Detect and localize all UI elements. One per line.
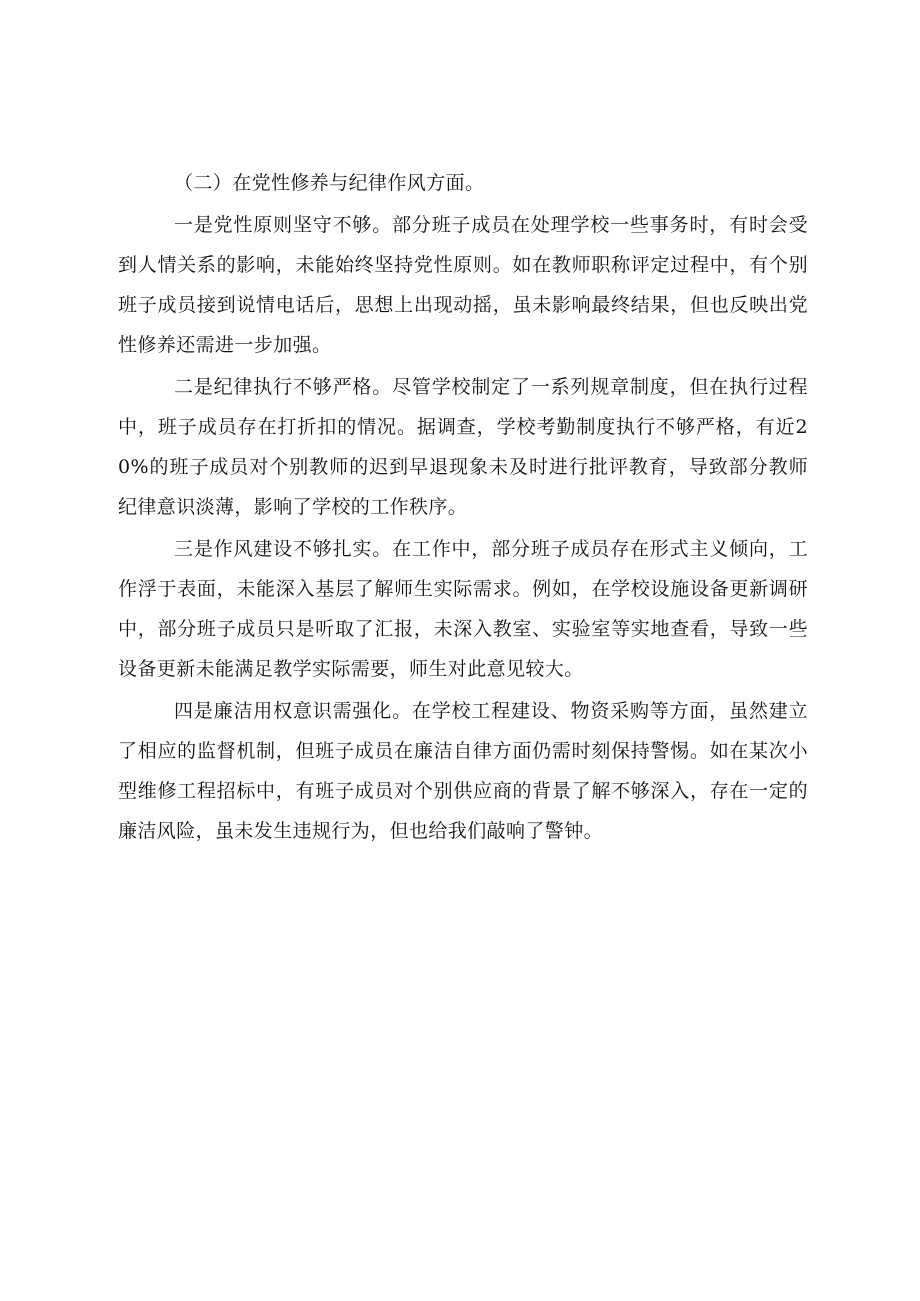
- paragraph-work-style: 三是作风建设不够扎实。在工作中，部分班子成员存在形式主义倾向，工作浮于表面，未能深入基层了解师生实际需求。例如，在学校设施设备更新调研中，部分班子成员只是听取了汇报，未深入教室、实验室等实地查看，导致一些设备更新未能满足教学实际需要，师生对此意见较大。: [118, 538, 808, 680]
- section-heading: （二）在党性修养与纪律作风方面。: [174, 172, 485, 194]
- paragraph-integrity: 四是廉洁用权意识需强化。在学校工程建设、物资采购等方面，虽然建立了相应的监督机制，但班子成员在廉洁自律方面仍需时刻保持警惕。如在某次小型维修工程招标中，有班子成员对个别供应商的背景了解不够深入，存在一定的廉洁风险，虽未发生违规行为，但也给我们敲响了警钟。: [118, 700, 808, 842]
- paragraph-party-principle: 一是党性原则坚守不够。部分班子成员在处理学校一些事务时，有时会受到人情关系的影响，未能始终坚持党性原则。如在教师职称评定过程中，有个别班子成员接到说情电话后，思想上出现动摇，虽未影响最终结果，但也反映出党性修养还需进一步加强。: [118, 214, 808, 356]
- paragraph-discipline: 二是纪律执行不够严格。尽管学校制定了一系列规章制度，但在执行过程中，班子成员存在打折扣的情况。据调查，学校考勤制度执行不够严格，有近20%的班子成员对个别教师的迟到早退现象未及时进行批评教育，导致部分教师纪律意识淡薄，影响了学校的工作秩序。: [118, 376, 808, 518]
- document-body: [118, 163, 808, 853]
